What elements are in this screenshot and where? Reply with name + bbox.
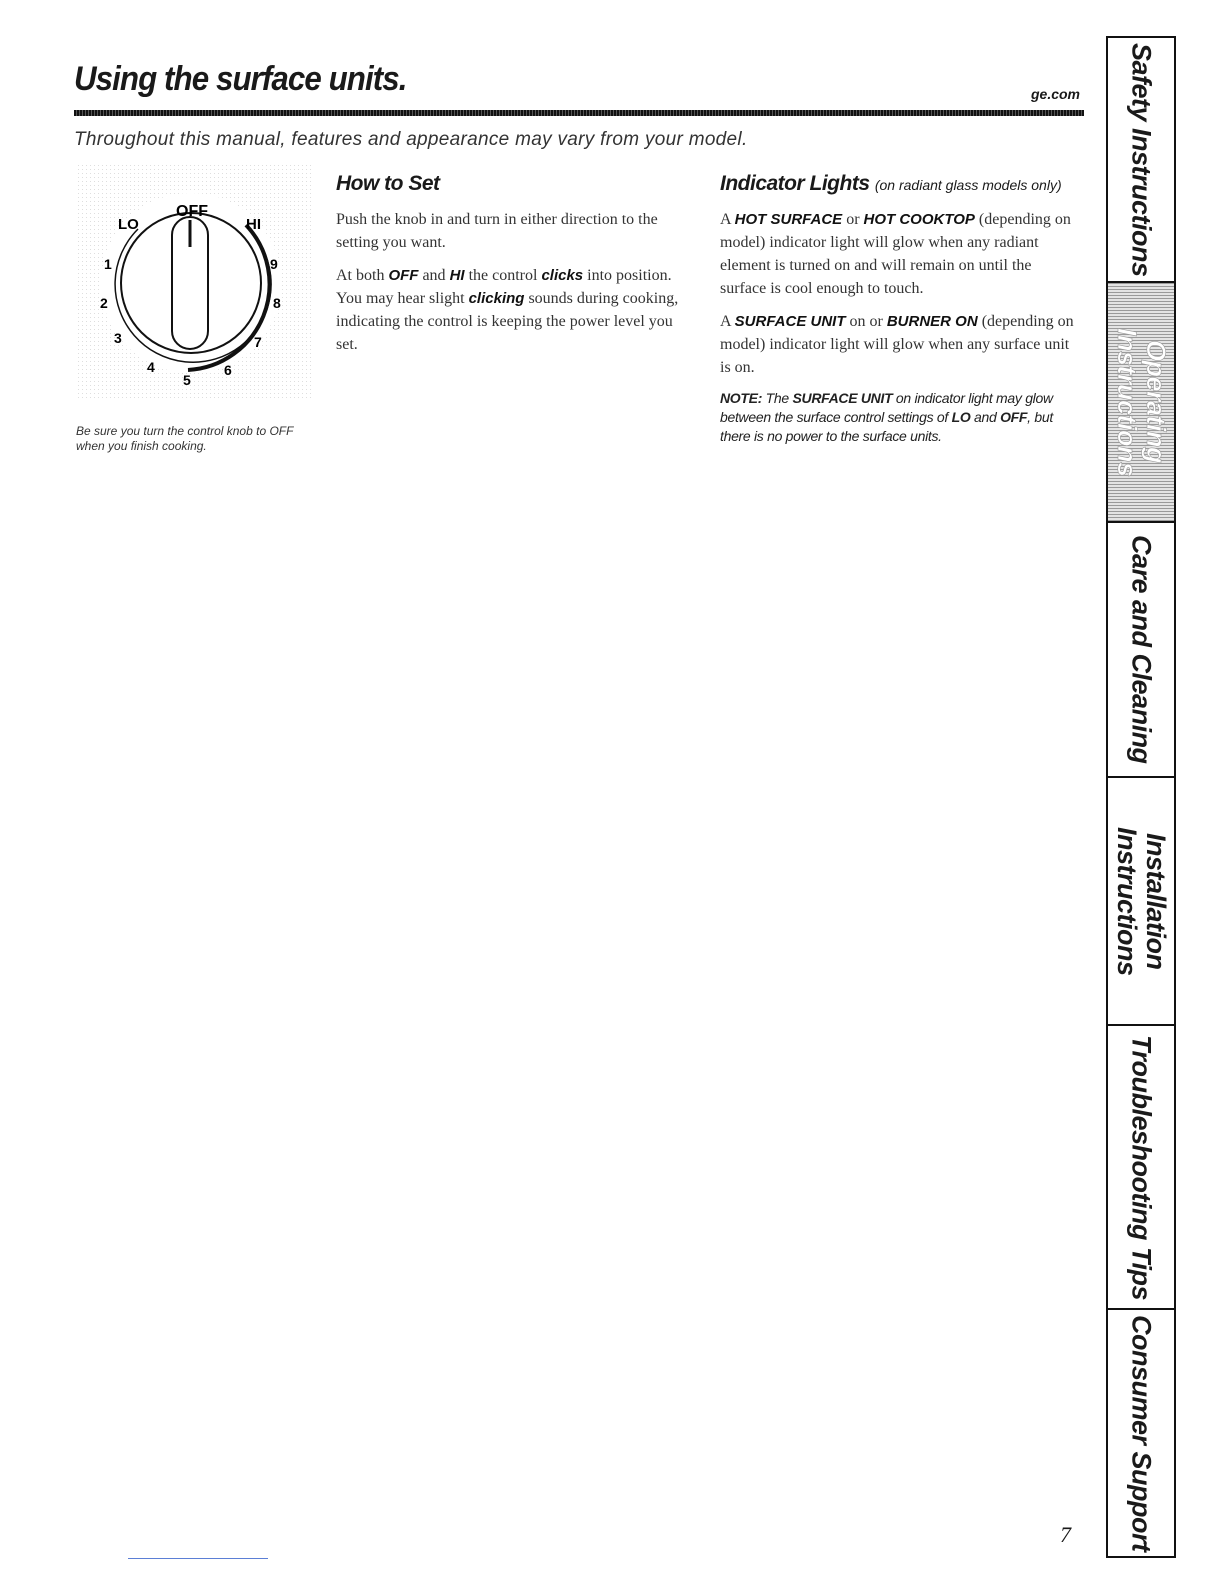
how-to-set-heading: How to Set xyxy=(336,172,440,195)
tab-troubleshooting-tips[interactable]: Troubleshooting Tips xyxy=(1108,1026,1174,1310)
indicator-lights-heading: Indicator Lights (on radiant glass models only) xyxy=(720,172,1062,195)
knob-label-8: 8 xyxy=(273,295,281,311)
knob-label-3: 3 xyxy=(114,330,122,346)
how-to-set-section xyxy=(336,172,686,366)
tab-operating-instructions[interactable]: Operating Instructions xyxy=(1108,283,1174,523)
knob-label-6: 6 xyxy=(224,362,232,378)
how-to-set-paragraph-2: At both OFF and HI the control clicks into position. You may hear slight clicking sounds during cooking, indicating the control is keeping the power level you set. xyxy=(336,267,679,353)
knob-label-7: 7 xyxy=(254,334,262,350)
tab-care-and-cleaning[interactable]: Care and Cleaning xyxy=(1108,523,1174,778)
knob-label-hi: HI xyxy=(246,216,261,233)
indicator-paragraph-1: A HOT SURFACE or HOT COOKTOP (depending on model) indicator light will glow when any radiant element is turned on and will remain on until the surface is cool enough to touch. xyxy=(720,211,1071,297)
footer-divider xyxy=(128,1558,268,1559)
knob-label-9: 9 xyxy=(270,256,278,272)
knob-label-4: 4 xyxy=(147,359,155,375)
site-url[interactable]: ge.com xyxy=(1030,86,1080,102)
section-tabs xyxy=(1106,36,1176,1558)
page-subtitle: Throughout this manual, features and appearance may vary from your model. xyxy=(74,129,748,150)
indicator-lights-section xyxy=(720,172,1075,456)
header-rule xyxy=(74,110,1084,116)
tab-consumer-support[interactable]: Consumer Support xyxy=(1126,1314,1157,1552)
tab-safety-instructions[interactable]: Safety Instructions xyxy=(1108,38,1174,283)
indicator-paragraph-2: A SURFACE UNIT on or BURNER ON (depending on model) indicator light will glow when any surface unit is on. xyxy=(720,313,1074,376)
page-title: Using the surface units. xyxy=(74,60,407,98)
tab-installation-instructions[interactable]: Installation Instructions xyxy=(1108,778,1174,1026)
knob-label-1: 1 xyxy=(104,256,112,272)
knob-caption: Be sure you turn the control knob to OFF when you finish cooking. xyxy=(76,424,294,453)
how-to-set-paragraph-1: Push the knob in and turn in either direction to the setting you want. xyxy=(336,211,658,251)
control-knob-illustration xyxy=(78,165,313,405)
page-number: 7 xyxy=(1060,1522,1071,1547)
control-knob-icon xyxy=(78,165,313,405)
knob-label-5: 5 xyxy=(183,372,191,388)
indicator-note: NOTE: The SURFACE UNIT on indicator light may glow between the surface control settings of LO and OFF, but there is no power to the surface units. xyxy=(720,390,1053,444)
knob-label-lo: LO xyxy=(118,216,139,233)
knob-label-2: 2 xyxy=(100,295,108,311)
knob-label-off: OFF xyxy=(176,203,208,220)
